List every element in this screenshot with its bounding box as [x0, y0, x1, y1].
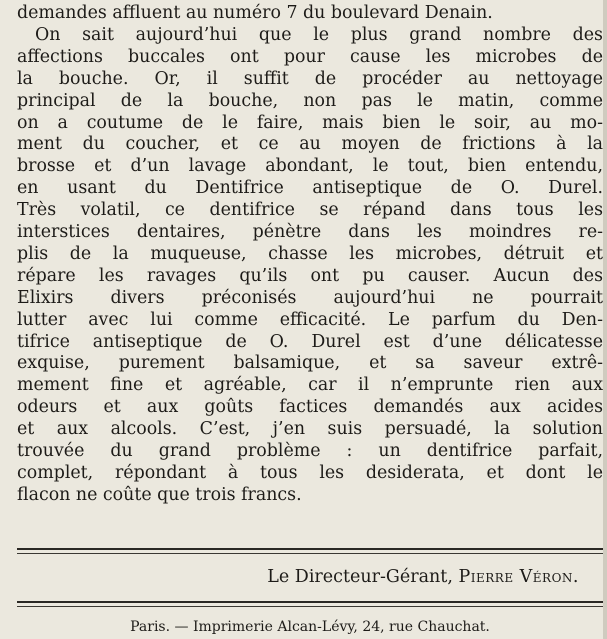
- article-line: la bouche. Or, il suffit de procéder au nettoyage: [17, 68, 603, 89]
- article-line: on a coutume de le faire, mais bien le soir, au mo-: [17, 112, 603, 133]
- article-line: Très volatil, ce dentifrice se répand dans tous les: [17, 200, 603, 221]
- article-line: Elixirs divers préconisés aujourd’hui ne pourrait: [17, 287, 603, 308]
- article-line: demandes affluent au numéro 7 du boulevard Denain.: [17, 3, 493, 23]
- article-line: odeurs et aux goûts factices demandés aux acides: [17, 397, 603, 418]
- footer-rule-top: [17, 601, 603, 603]
- signature-role: Le Directeur-Gérant,: [267, 567, 453, 587]
- article-line: flacon ne coûte que trois francs.: [17, 484, 302, 505]
- article-line: plis de la muqueuse, chasse les microbes, détruit et: [17, 243, 603, 264]
- article-line: mement fine et agréable, car il n’emprunte rien aux: [17, 375, 603, 396]
- article-line: ment du coucher, et ce au moyen de frictions à la: [17, 134, 603, 155]
- article-line: répare les ravages qu’ils ont pu causer. Aucun des: [17, 265, 603, 286]
- article-line: en usant du Dentifrice antiseptique de O. Durel.: [17, 178, 603, 199]
- article-line: tifrice antiseptique de O. Durel est d’une délicatesse: [17, 331, 603, 352]
- signature-name: Pierre Véron.: [458, 567, 579, 587]
- article-line: lutter avec lui comme efficacité. Le parfum du Den-: [17, 309, 603, 330]
- section-rule-bottom: [17, 553, 603, 554]
- article-line: complet, répondant à tous les desiderata, et dont le: [17, 462, 603, 483]
- article-line: affections buccales ont pour cause les microbes de: [17, 46, 603, 67]
- article-line: exquise, purement balsamique, et sa saveur extrê-: [17, 353, 603, 374]
- page-edge: [603, 0, 607, 639]
- article-line: brosse et d’un lavage abondant, le tout, bien entendu,: [17, 156, 603, 177]
- printer-imprint: Paris. — Imprimerie Alcan-Lévy, 24, rue Chauchat.: [130, 619, 490, 635]
- article-line: principal de la bouche, non pas le matin, comme: [17, 90, 603, 111]
- article-line: trouvée du grand problème : un dentifrice parfait,: [17, 441, 603, 461]
- signature-line: [17, 566, 579, 588]
- article-line: interstices dentaires, pénètre dans les moindres re-: [17, 222, 603, 242]
- article-line: On sait aujourd’hui que le plus grand nombre des: [35, 24, 603, 45]
- section-rule-top: [17, 548, 603, 550]
- footer-rule-bottom: [17, 606, 603, 607]
- article-line: et aux alcools. C’est, j’en suis persuadé, la solution: [17, 419, 603, 440]
